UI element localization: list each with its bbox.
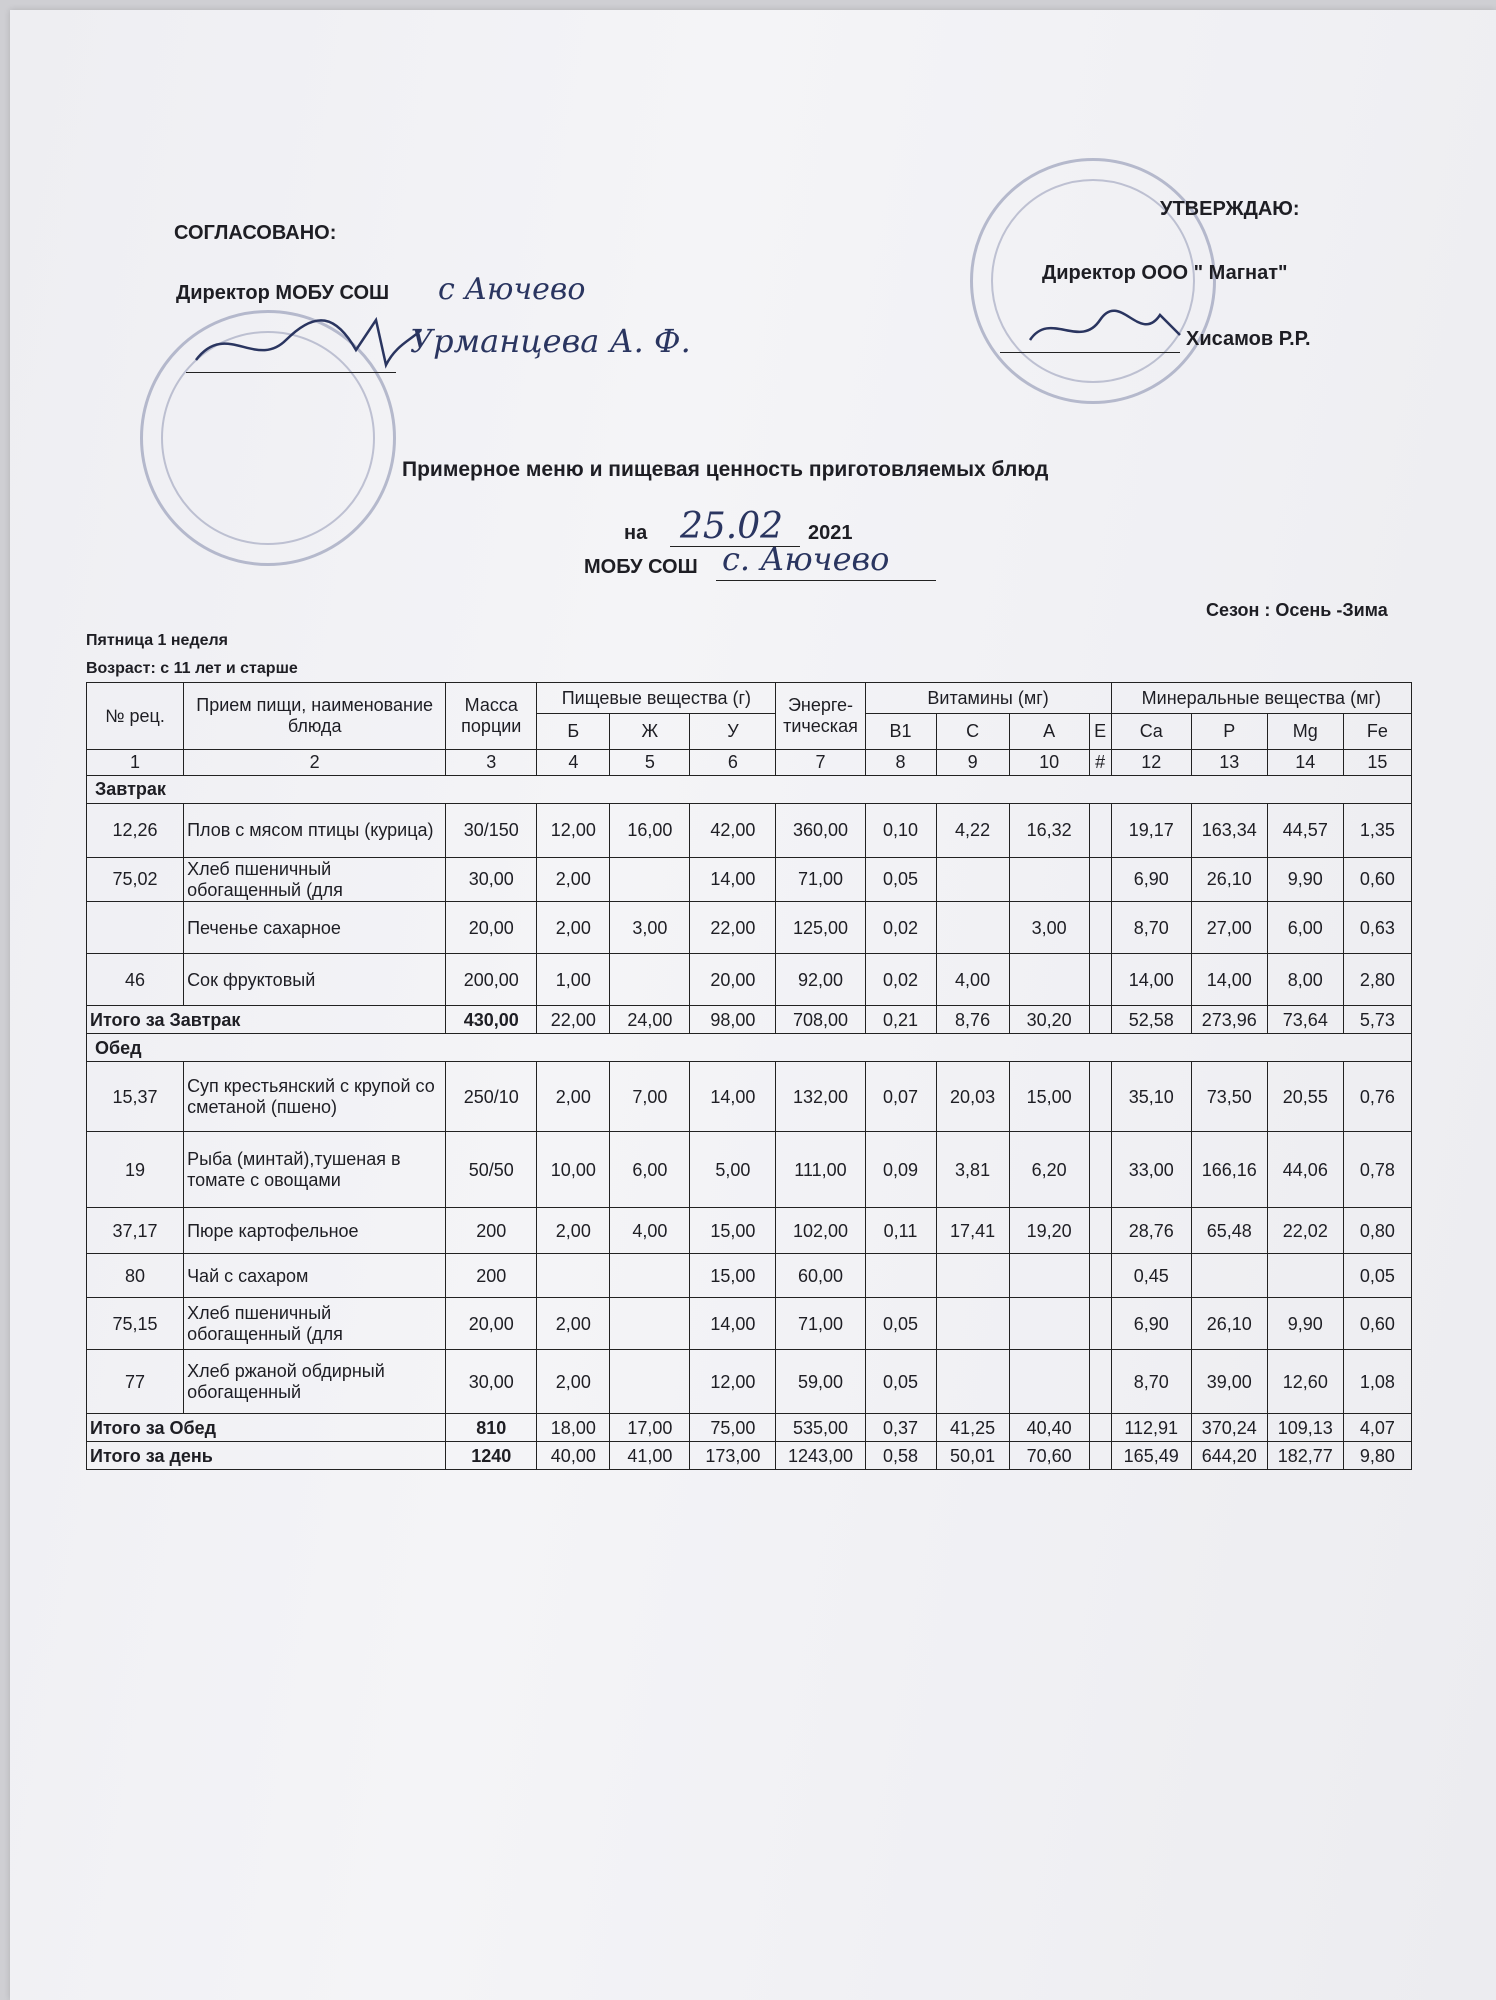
cell-ca: 19,17 bbox=[1111, 804, 1191, 858]
cell-carbs: 22,00 bbox=[690, 902, 776, 954]
total-carbs: 173,00 bbox=[690, 1442, 776, 1470]
cell-fe: 0,60 bbox=[1343, 858, 1411, 902]
cell-fe: 0,60 bbox=[1343, 1298, 1411, 1350]
cell-carbs: 14,00 bbox=[690, 1062, 776, 1132]
cell-e bbox=[1089, 1298, 1111, 1350]
total-p: 644,20 bbox=[1191, 1442, 1267, 1470]
cell-p: 65,48 bbox=[1191, 1208, 1267, 1254]
cell-c bbox=[936, 1254, 1009, 1298]
cell-b1: 0,05 bbox=[865, 1350, 936, 1414]
column-index-row bbox=[87, 750, 1412, 776]
cell-fe: 2,80 bbox=[1343, 954, 1411, 1006]
agreed-label: СОГЛАСОВАНО: bbox=[174, 222, 337, 244]
header-vitamins: Витамины (мг) bbox=[865, 683, 1111, 714]
total-breakfast-row bbox=[87, 1006, 1412, 1034]
total-e bbox=[1089, 1442, 1111, 1470]
cell-recipe: 46 bbox=[87, 954, 184, 1006]
cell-ca: 14,00 bbox=[1111, 954, 1191, 1006]
column-index-cell: 5 bbox=[610, 750, 690, 776]
cell-mass: 200 bbox=[446, 1208, 537, 1254]
cell-fe: 1,08 bbox=[1343, 1350, 1411, 1414]
date-prefix: на bbox=[624, 522, 648, 544]
cell-protein: 2,00 bbox=[537, 1350, 610, 1414]
cell-protein: 2,00 bbox=[537, 1208, 610, 1254]
total-b1: 0,58 bbox=[865, 1442, 936, 1470]
cell-a: 6,20 bbox=[1009, 1132, 1089, 1208]
total-protein: 40,00 bbox=[537, 1442, 610, 1470]
cell-c: 4,00 bbox=[936, 954, 1009, 1006]
cell-carbs: 14,00 bbox=[690, 1298, 776, 1350]
cell-p bbox=[1191, 1254, 1267, 1298]
cell-carbs: 42,00 bbox=[690, 804, 776, 858]
cell-mg: 8,00 bbox=[1267, 954, 1343, 1006]
cell-mass: 30,00 bbox=[446, 858, 537, 902]
column-index-cell: 2 bbox=[184, 750, 446, 776]
total-carbs: 98,00 bbox=[690, 1006, 776, 1034]
total-p: 370,24 bbox=[1191, 1414, 1267, 1442]
cell-energy: 60,00 bbox=[776, 1254, 865, 1298]
cell-mass: 20,00 bbox=[446, 902, 537, 954]
cell-mass: 30,00 bbox=[446, 1350, 537, 1414]
school-underline bbox=[716, 580, 936, 581]
cell-fe: 0,63 bbox=[1343, 902, 1411, 954]
total-a: 70,60 bbox=[1009, 1442, 1089, 1470]
week-label: Пятница 1 неделя bbox=[86, 632, 229, 649]
total-lunch-row bbox=[87, 1414, 1412, 1442]
cell-fat bbox=[610, 1298, 690, 1350]
cell-protein: 10,00 bbox=[537, 1132, 610, 1208]
total-energy: 708,00 bbox=[776, 1006, 865, 1034]
table-row bbox=[87, 1254, 1412, 1298]
table-row bbox=[87, 1132, 1412, 1208]
cell-meal: Пюре картофельное bbox=[184, 1208, 446, 1254]
cell-protein: 2,00 bbox=[537, 902, 610, 954]
total-ca: 165,49 bbox=[1111, 1442, 1191, 1470]
header-nutrients: Пищевые вещества (г) bbox=[537, 683, 776, 714]
cell-e bbox=[1089, 804, 1111, 858]
cell-mg bbox=[1267, 1254, 1343, 1298]
total-a: 40,40 bbox=[1009, 1414, 1089, 1442]
cell-mg: 20,55 bbox=[1267, 1062, 1343, 1132]
total-protein: 22,00 bbox=[537, 1006, 610, 1034]
total-c: 41,25 bbox=[936, 1414, 1009, 1442]
cell-ca: 6,90 bbox=[1111, 858, 1191, 902]
approve-name: Хисамов Р.Р. bbox=[1186, 328, 1311, 350]
total-b1: 0,37 bbox=[865, 1414, 936, 1442]
cell-e bbox=[1089, 1062, 1111, 1132]
header-vitamin-c: С bbox=[936, 714, 1009, 750]
column-index-cell: 8 bbox=[865, 750, 936, 776]
total-mass: 1240 bbox=[446, 1442, 537, 1470]
cell-a: 15,00 bbox=[1009, 1062, 1089, 1132]
cell-carbs: 12,00 bbox=[690, 1350, 776, 1414]
cell-recipe: 77 bbox=[87, 1350, 184, 1414]
column-index-cell: 9 bbox=[936, 750, 1009, 776]
cell-mg: 9,90 bbox=[1267, 858, 1343, 902]
cell-energy: 59,00 bbox=[776, 1350, 865, 1414]
agreed-handwritten-name: Урманцева А. Ф. bbox=[410, 322, 691, 360]
cell-b1: 0,05 bbox=[865, 858, 936, 902]
column-index-cell: 7 bbox=[776, 750, 865, 776]
cell-ca: 0,45 bbox=[1111, 1254, 1191, 1298]
cell-mg: 44,06 bbox=[1267, 1132, 1343, 1208]
document-page bbox=[10, 10, 1496, 2000]
cell-fe: 0,78 bbox=[1343, 1132, 1411, 1208]
cell-recipe: 75,15 bbox=[87, 1298, 184, 1350]
header-minerals: Минеральные вещества (мг) bbox=[1111, 683, 1411, 714]
cell-mass: 50/50 bbox=[446, 1132, 537, 1208]
cell-ca: 8,70 bbox=[1111, 1350, 1191, 1414]
cell-energy: 92,00 bbox=[776, 954, 865, 1006]
cell-protein: 1,00 bbox=[537, 954, 610, 1006]
cell-e bbox=[1089, 1254, 1111, 1298]
cell-b1 bbox=[865, 1254, 936, 1298]
total-c: 50,01 bbox=[936, 1442, 1009, 1470]
cell-ca: 6,90 bbox=[1111, 1298, 1191, 1350]
cell-fat: 6,00 bbox=[610, 1132, 690, 1208]
date-year: 2021 bbox=[808, 522, 853, 544]
cell-b1: 0,02 bbox=[865, 902, 936, 954]
cell-recipe: 12,26 bbox=[87, 804, 184, 858]
cell-e bbox=[1089, 1350, 1111, 1414]
agreed-signature-line bbox=[186, 372, 396, 373]
cell-carbs: 15,00 bbox=[690, 1208, 776, 1254]
total-mass: 430,00 bbox=[446, 1006, 537, 1034]
total-energy: 535,00 bbox=[776, 1414, 865, 1442]
cell-c bbox=[936, 1298, 1009, 1350]
cell-a bbox=[1009, 1298, 1089, 1350]
table-row bbox=[87, 804, 1412, 858]
cell-recipe: 19 bbox=[87, 1132, 184, 1208]
cell-energy: 71,00 bbox=[776, 858, 865, 902]
cell-fe: 1,35 bbox=[1343, 804, 1411, 858]
cell-e bbox=[1089, 1208, 1111, 1254]
total-energy: 1243,00 bbox=[776, 1442, 865, 1470]
approve-signature bbox=[1020, 300, 1190, 360]
season-label: Сезон : Осень -Зима bbox=[1206, 600, 1388, 620]
cell-mg: 12,60 bbox=[1267, 1350, 1343, 1414]
cell-ca: 28,76 bbox=[1111, 1208, 1191, 1254]
total-day-row bbox=[87, 1442, 1412, 1470]
cell-fe: 0,80 bbox=[1343, 1208, 1411, 1254]
total-carbs: 75,00 bbox=[690, 1414, 776, 1442]
cell-fat: 3,00 bbox=[610, 902, 690, 954]
table-row bbox=[87, 1298, 1412, 1350]
total-fat: 17,00 bbox=[610, 1414, 690, 1442]
cell-fe: 0,76 bbox=[1343, 1062, 1411, 1132]
header-phosphorus: P bbox=[1191, 714, 1267, 750]
total-label: Итого за Завтрак bbox=[87, 1006, 446, 1034]
total-fat: 24,00 bbox=[610, 1006, 690, 1034]
cell-energy: 360,00 bbox=[776, 804, 865, 858]
table-row bbox=[87, 1208, 1412, 1254]
header-row-1 bbox=[87, 683, 1412, 714]
total-e bbox=[1089, 1006, 1111, 1034]
cell-a: 3,00 bbox=[1009, 902, 1089, 954]
cell-fat bbox=[610, 858, 690, 902]
total-label: Итого за день bbox=[87, 1442, 446, 1470]
cell-c bbox=[936, 902, 1009, 954]
cell-e bbox=[1089, 954, 1111, 1006]
total-e bbox=[1089, 1414, 1111, 1442]
cell-b1: 0,05 bbox=[865, 1298, 936, 1350]
table-row bbox=[87, 1350, 1412, 1414]
cell-protein: 2,00 bbox=[537, 1298, 610, 1350]
cell-c bbox=[936, 1350, 1009, 1414]
cell-protein bbox=[537, 1254, 610, 1298]
total-ca: 112,91 bbox=[1111, 1414, 1191, 1442]
section-title-breakfast: Завтрак bbox=[87, 776, 1412, 804]
cell-recipe: 37,17 bbox=[87, 1208, 184, 1254]
approve-signature-line bbox=[1000, 352, 1180, 353]
cell-energy: 111,00 bbox=[776, 1132, 865, 1208]
total-fe: 4,07 bbox=[1343, 1414, 1411, 1442]
cell-c: 20,03 bbox=[936, 1062, 1009, 1132]
cell-protein: 12,00 bbox=[537, 804, 610, 858]
total-mass: 810 bbox=[446, 1414, 537, 1442]
total-mg: 182,77 bbox=[1267, 1442, 1343, 1470]
total-ca: 52,58 bbox=[1111, 1006, 1191, 1034]
total-mg: 73,64 bbox=[1267, 1006, 1343, 1034]
header-protein: Б bbox=[537, 714, 610, 750]
cell-meal: Хлеб пшеничный обогащенный (для bbox=[184, 1298, 446, 1350]
page-title: Примерное меню и пищевая ценность приготовляемых блюд bbox=[402, 458, 1049, 481]
cell-energy: 102,00 bbox=[776, 1208, 865, 1254]
agreed-position: Директор МОБУ СОШ bbox=[176, 282, 390, 304]
age-label: Возраст: с 11 лет и старше bbox=[86, 660, 298, 677]
header-recipe-number: № рец. bbox=[87, 683, 184, 750]
cell-p: 166,16 bbox=[1191, 1132, 1267, 1208]
cell-recipe: 15,37 bbox=[87, 1062, 184, 1132]
cell-p: 14,00 bbox=[1191, 954, 1267, 1006]
cell-mg: 6,00 bbox=[1267, 902, 1343, 954]
cell-fat: 4,00 bbox=[610, 1208, 690, 1254]
table-row bbox=[87, 954, 1412, 1006]
cell-mg: 9,90 bbox=[1267, 1298, 1343, 1350]
total-a: 30,20 bbox=[1009, 1006, 1089, 1034]
header-vitamin-a: А bbox=[1009, 714, 1089, 750]
cell-energy: 71,00 bbox=[776, 1298, 865, 1350]
total-protein: 18,00 bbox=[537, 1414, 610, 1442]
total-fe: 9,80 bbox=[1343, 1442, 1411, 1470]
cell-meal: Плов с мясом птицы (курица) bbox=[184, 804, 446, 858]
cell-c bbox=[936, 858, 1009, 902]
cell-carbs: 20,00 bbox=[690, 954, 776, 1006]
total-label: Итого за Обед bbox=[87, 1414, 446, 1442]
header-portion-mass: Масса порции bbox=[446, 683, 537, 750]
cell-b1: 0,07 bbox=[865, 1062, 936, 1132]
cell-recipe bbox=[87, 902, 184, 954]
total-fe: 5,73 bbox=[1343, 1006, 1411, 1034]
column-index-cell: # bbox=[1089, 750, 1111, 776]
cell-b1: 0,10 bbox=[865, 804, 936, 858]
cell-meal: Печенье сахарное bbox=[184, 902, 446, 954]
agreed-handwritten-place: с Аючево bbox=[438, 272, 586, 307]
cell-energy: 132,00 bbox=[776, 1062, 865, 1132]
cell-p: 26,10 bbox=[1191, 858, 1267, 902]
section-row bbox=[87, 776, 1412, 804]
cell-mass: 250/10 bbox=[446, 1062, 537, 1132]
table-row bbox=[87, 1062, 1412, 1132]
cell-c: 3,81 bbox=[936, 1132, 1009, 1208]
column-index-cell: 10 bbox=[1009, 750, 1089, 776]
cell-fat bbox=[610, 1350, 690, 1414]
cell-a bbox=[1009, 1350, 1089, 1414]
total-fat: 41,00 bbox=[610, 1442, 690, 1470]
menu-table bbox=[86, 682, 1412, 1470]
school-label: МОБУ СОШ bbox=[584, 556, 698, 578]
cell-meal: Хлеб ржаной обдирный обогащенный bbox=[184, 1350, 446, 1414]
column-index-cell: 13 bbox=[1191, 750, 1267, 776]
cell-mass: 200 bbox=[446, 1254, 537, 1298]
cell-carbs: 14,00 bbox=[690, 858, 776, 902]
cell-p: 26,10 bbox=[1191, 1298, 1267, 1350]
approve-position: Директор ООО " Магнат" bbox=[1042, 262, 1288, 284]
total-mg: 109,13 bbox=[1267, 1414, 1343, 1442]
cell-ca: 33,00 bbox=[1111, 1132, 1191, 1208]
cell-b1: 0,09 bbox=[865, 1132, 936, 1208]
cell-carbs: 15,00 bbox=[690, 1254, 776, 1298]
cell-mass: 20,00 bbox=[446, 1298, 537, 1350]
column-index-cell: 4 bbox=[537, 750, 610, 776]
cell-fat bbox=[610, 954, 690, 1006]
cell-ca: 8,70 bbox=[1111, 902, 1191, 954]
cell-meal: Сок фруктовый bbox=[184, 954, 446, 1006]
cell-b1: 0,02 bbox=[865, 954, 936, 1006]
cell-fe: 0,05 bbox=[1343, 1254, 1411, 1298]
cell-fat: 7,00 bbox=[610, 1062, 690, 1132]
cell-e bbox=[1089, 902, 1111, 954]
total-c: 8,76 bbox=[936, 1006, 1009, 1034]
cell-b1: 0,11 bbox=[865, 1208, 936, 1254]
section-title-lunch: Обед bbox=[87, 1034, 1412, 1062]
column-index-cell: 3 bbox=[446, 750, 537, 776]
cell-p: 73,50 bbox=[1191, 1062, 1267, 1132]
cell-a: 19,20 bbox=[1009, 1208, 1089, 1254]
cell-meal: Чай с сахаром bbox=[184, 1254, 446, 1298]
cell-a bbox=[1009, 954, 1089, 1006]
cell-recipe: 75,02 bbox=[87, 858, 184, 902]
header-vitamin-e: Е bbox=[1089, 714, 1111, 750]
cell-c: 4,22 bbox=[936, 804, 1009, 858]
column-index-cell: 12 bbox=[1111, 750, 1191, 776]
cell-mg: 44,57 bbox=[1267, 804, 1343, 858]
column-index-cell: 6 bbox=[690, 750, 776, 776]
cell-protein: 2,00 bbox=[537, 1062, 610, 1132]
approve-label: УТВЕРЖДАЮ: bbox=[1160, 198, 1300, 220]
cell-mass: 30/150 bbox=[446, 804, 537, 858]
total-p: 273,96 bbox=[1191, 1006, 1267, 1034]
cell-fat bbox=[610, 1254, 690, 1298]
header-carbs: У bbox=[690, 714, 776, 750]
cell-a bbox=[1009, 1254, 1089, 1298]
school-handwritten: с. Аючево bbox=[722, 540, 890, 578]
cell-fat: 16,00 bbox=[610, 804, 690, 858]
cell-e bbox=[1089, 858, 1111, 902]
cell-meal: Рыба (минтай),тушеная в томате с овощами bbox=[184, 1132, 446, 1208]
header-fat: Ж bbox=[610, 714, 690, 750]
table-row bbox=[87, 902, 1412, 954]
cell-p: 163,34 bbox=[1191, 804, 1267, 858]
column-index-cell: 1 bbox=[87, 750, 184, 776]
column-index-cell: 15 bbox=[1343, 750, 1411, 776]
cell-p: 39,00 bbox=[1191, 1350, 1267, 1414]
header-energy: Энерге-тическая bbox=[776, 683, 865, 750]
cell-ca: 35,10 bbox=[1111, 1062, 1191, 1132]
cell-mass: 200,00 bbox=[446, 954, 537, 1006]
header-vitamin-b1: В1 bbox=[865, 714, 936, 750]
cell-protein: 2,00 bbox=[537, 858, 610, 902]
cell-a: 16,32 bbox=[1009, 804, 1089, 858]
column-index-cell: 14 bbox=[1267, 750, 1343, 776]
cell-carbs: 5,00 bbox=[690, 1132, 776, 1208]
agreed-signature bbox=[186, 310, 426, 380]
cell-meal: Суп крестьянский с крупой со сметаной (пшено) bbox=[184, 1062, 446, 1132]
section-row bbox=[87, 1034, 1412, 1062]
cell-p: 27,00 bbox=[1191, 902, 1267, 954]
date-handwritten: 25.02 bbox=[680, 506, 784, 547]
cell-mg: 22,02 bbox=[1267, 1208, 1343, 1254]
table-row bbox=[87, 858, 1412, 902]
header-calcium: Ca bbox=[1111, 714, 1191, 750]
cell-a bbox=[1009, 858, 1089, 902]
header-meal-name: Прием пищи, наименование блюда bbox=[184, 683, 446, 750]
cell-recipe: 80 bbox=[87, 1254, 184, 1298]
header-iron: Fe bbox=[1343, 714, 1411, 750]
total-b1: 0,21 bbox=[865, 1006, 936, 1034]
cell-c: 17,41 bbox=[936, 1208, 1009, 1254]
header-magnesium: Mg bbox=[1267, 714, 1343, 750]
cell-energy: 125,00 bbox=[776, 902, 865, 954]
cell-meal: Хлеб пшеничный обогащенный (для bbox=[184, 858, 446, 902]
cell-e bbox=[1089, 1132, 1111, 1208]
